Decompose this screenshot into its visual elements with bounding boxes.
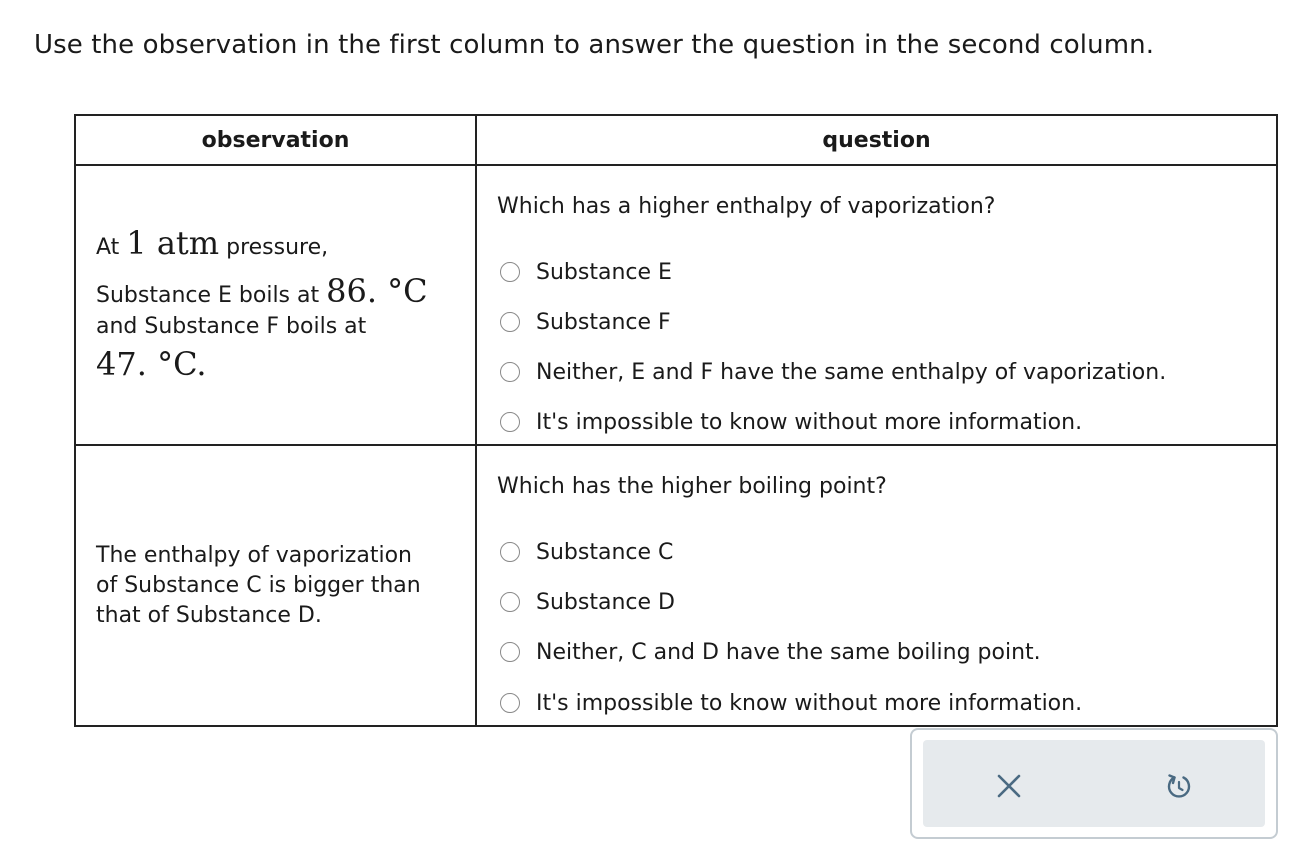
observation-text: Substance E boils at	[96, 283, 327, 308]
option-label: Neither, E and F have the same enthalpy of vaporization.	[536, 359, 1167, 385]
observation-line	[96, 224, 329, 263]
radio-button[interactable]	[500, 642, 520, 662]
option-label: Substance D	[536, 589, 675, 615]
radio-button[interactable]	[500, 542, 520, 562]
radio-button[interactable]	[500, 262, 520, 282]
answer-option[interactable]	[500, 690, 1082, 716]
question-table	[74, 114, 1278, 727]
option-label: Neither, C and D have the same boiling point.	[536, 639, 1041, 665]
answer-option[interactable]	[500, 589, 675, 615]
radio-button[interactable]	[500, 362, 520, 382]
column-divider	[475, 116, 477, 725]
observation-line: and Substance F boils at	[96, 314, 367, 339]
clear-button[interactable]	[985, 762, 1033, 810]
question-text-2: Which has the higher boiling point?	[497, 474, 887, 499]
answer-option[interactable]	[500, 639, 1041, 665]
row-divider	[76, 444, 1276, 446]
answer-option[interactable]	[500, 359, 1166, 385]
undo-button[interactable]	[1155, 762, 1203, 810]
answer-option[interactable]	[500, 259, 672, 285]
observation-line: that of Substance D.	[96, 603, 322, 628]
temperature-value: 47. °C.	[96, 345, 207, 383]
action-bar	[923, 740, 1265, 827]
observation-text: pressure,	[219, 235, 329, 260]
option-label: It's impossible to know without more information.	[536, 409, 1083, 435]
undo-icon	[1165, 772, 1193, 800]
question-header: question	[822, 128, 931, 153]
temperature-value: 86. °C	[326, 272, 428, 310]
radio-button[interactable]	[500, 592, 520, 612]
observation-line: The enthalpy of vaporization	[96, 543, 412, 568]
close-icon	[996, 773, 1022, 799]
option-label: Substance E	[536, 259, 672, 285]
pressure-value: 1 atm	[126, 224, 220, 262]
option-label: Substance C	[536, 539, 674, 565]
answer-option[interactable]	[500, 309, 671, 335]
observation-line	[96, 272, 428, 311]
radio-button[interactable]	[500, 693, 520, 713]
option-label: Substance F	[536, 309, 671, 335]
answer-option[interactable]	[500, 539, 673, 565]
observation-header: observation	[201, 128, 350, 153]
instruction-text: Use the observation in the first column to answer the question in the second column.	[34, 30, 1155, 60]
action-panel	[910, 728, 1278, 839]
radio-button[interactable]	[500, 412, 520, 432]
observation-line: of Substance C is bigger than	[96, 573, 421, 598]
observation-text: At	[96, 235, 127, 260]
answer-option[interactable]	[500, 409, 1082, 435]
option-label: It's impossible to know without more information.	[536, 690, 1083, 716]
radio-button[interactable]	[500, 312, 520, 332]
question-text-1: Which has a higher enthalpy of vaporization?	[497, 194, 996, 219]
